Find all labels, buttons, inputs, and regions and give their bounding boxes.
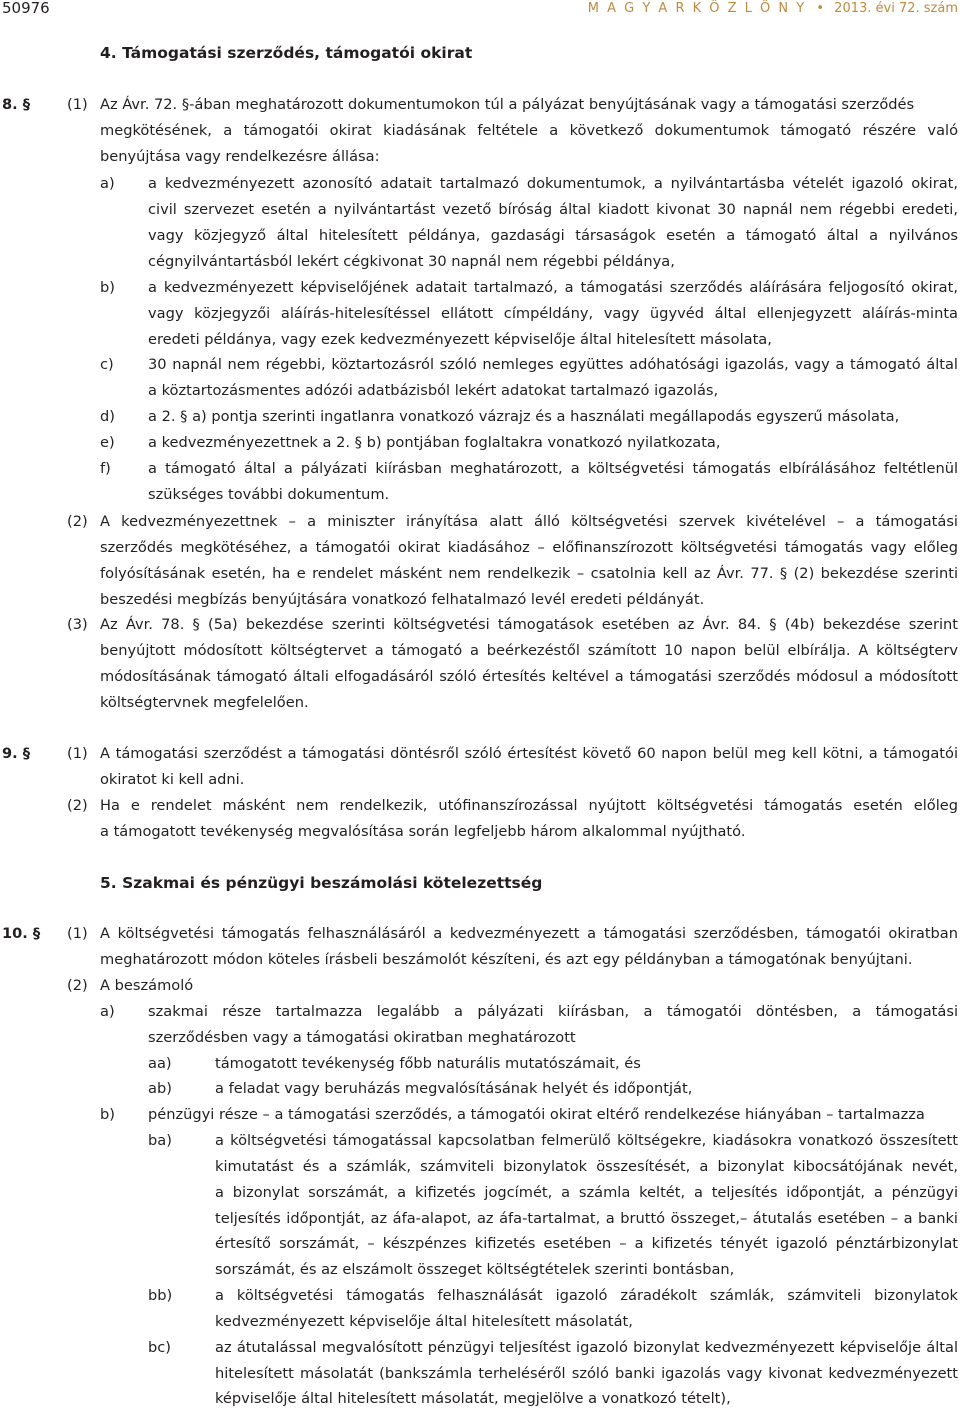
p10-1-line: meghatározott módon köteles írásbeli beszámolót készíteni, és azt egy példányban a támogatónak benyújtani. — [100, 951, 913, 968]
paragraph-10-number: 10. § — [2, 925, 41, 942]
p10-item-ba-line: értesítő sorszámát, – készpénzes kifizetés esetében – a kifizetés tényét igazoló pénztárbizonylat — [215, 1235, 958, 1252]
p8-2-line: folyósításának esetén, ha e rendelet másként nem rendelkezik – csatolnia kell az Ávr. 77. § (2) bekezdése szerinti — [100, 565, 958, 582]
running-header — [588, 0, 958, 18]
p10-item-ab-line: a feladat vagy beruházás megvalósításának helyét és időpontját, — [215, 1080, 693, 1097]
p8-3-line: módosításának támogató általi elfogadásáról szóló értesítés keltével a támogatási szerződés módosul a módosított — [100, 668, 958, 685]
p8-2-line: szerződés megkötéséhez, a támogatói okirat kiadásához – előfinanszírozott költségvetési támogatás vagy előleg — [100, 539, 958, 556]
p8-2-line: beszedési megbízás benyújtására vonatkozó felhatalmazó levél eredeti példányát. — [100, 591, 705, 608]
p10-1-line: A költségvetési támogatás felhasználásáról a kedvezményezett a támogatási szerződésben, támogatói okiratban — [100, 925, 958, 942]
p8-subsection-3-number: (3) — [67, 616, 88, 633]
p8-2-line: A kedvezményezettnek – a miniszter irányítása alatt álló költségvetési szervek kivételével – a támogatási — [100, 513, 958, 530]
p10-item-bc-line: hitelesített másolatát (bankszámla terheléséről szóló banki igazolás vagy kivonat kedvezményezett — [215, 1365, 958, 1382]
p8-3-line: benyújtott módosított költségtervet a támogató a beérkezéstől számított 10 napon belül elbírálja. A költségterv — [100, 642, 958, 659]
p10-item-a-line: szerződésben vagy a támogatási okiratban meghatározott — [148, 1029, 576, 1046]
p10-item-ba-label: ba) — [148, 1132, 172, 1149]
p10-item-bb-line: kedvezményezett képviselője által hitelesített másolatát, — [215, 1313, 633, 1330]
p10-item-b-line: pénzügyi része – a támogatási szerződés, a támogatói okirat eltérő rendelkezése hiányában – tartalmazza — [148, 1106, 925, 1123]
p8-subsection-2-number: (2) — [67, 513, 88, 530]
p8-item-c-line: 30 napnál nem régebbi, köztartozásról szóló nemleges együttes adóhatósági igazolás, vagy a támogató által — [148, 356, 958, 373]
p8-item-b-label: b) — [100, 279, 115, 296]
p10-item-bc-line: az átutalással megvalósított pénzügyi teljesítést igazoló bizonylat kedvezményezett képviselője által — [215, 1339, 958, 1356]
section-4-title: 4. Támogatási szerződés, támogatói okirat — [100, 44, 473, 62]
p9-1-line: okiratot ki kell adni. — [100, 771, 245, 788]
p8-item-f-label: f) — [100, 460, 111, 477]
p8-1-line: benyújtása vagy rendelkezésre állása: — [100, 148, 380, 165]
p10-item-b-label: b) — [100, 1106, 115, 1123]
paragraph-9-number: 9. § — [2, 745, 31, 762]
p10-item-ab-label: ab) — [148, 1080, 172, 1097]
header-bullet: • — [816, 1, 825, 16]
p8-item-a-label: a) — [100, 175, 115, 192]
section-5-title: 5. Szakmai és pénzügyi beszámolási kötelezettség — [100, 874, 543, 892]
p10-2-line: A beszámoló — [100, 977, 194, 994]
p10-item-aa-line: támogatott tevékenység főbb naturális mutatószámait, és — [215, 1055, 641, 1072]
p10-item-ba-line: sorszámát, és az elszámolt összeget költségtételek szerinti bontásban, — [215, 1261, 735, 1278]
p8-item-a-line: civil szervezet esetén a nyilvántartást vezető bíróság által kiadott kivonat 30 napnál nem régebbi eredeti, — [148, 201, 958, 218]
p10-subsection-1-number: (1) — [67, 925, 88, 942]
p10-item-a-label: a) — [100, 1003, 115, 1020]
journal-name: M A G Y A R K Ö Z L Ö N Y — [587, 1, 807, 16]
p9-1-line: A támogatási szerződést a támogatási döntésről szóló értesítést követő 60 napon belül meg kell kötni, a támogatói — [100, 745, 958, 762]
p8-item-f-line: a támogató által a pályázati kiírásban meghatározott, a költségvetési támogatás elbírálásához feltétlenül — [148, 460, 958, 477]
p10-item-bb-line: a költségvetési támogatás felhasználását igazoló záradékolt számlák, számviteli bizonylatok — [215, 1287, 958, 1304]
p8-item-d-line: a 2. § a) pontja szerinti ingatlanra vonatkozó vázrajz és a használati megállapodás egyszerű másolata, — [148, 408, 900, 425]
p8-3-line: Az Ávr. 78. § (5a) bekezdése szerinti költségvetési támogatások esetében az Ávr. 84. § (4b) bekezdése szerint — [100, 616, 958, 633]
p10-item-ba-line: a költségvetési támogatással kapcsolatban felmerülő költségekre, kiadásokra vonatkozó összesített — [215, 1132, 958, 1149]
p10-item-bc-line: képviselője által hitelesített másolatát, megjelölve a vonatkozó tételt), — [215, 1390, 731, 1407]
p9-subsection-1-number: (1) — [67, 745, 88, 762]
p8-3-line: költségtervnek megfelelően. — [100, 694, 309, 711]
p8-item-d-label: d) — [100, 408, 115, 425]
p10-item-ba-line: a bizonylat sorszámát, a kifizetés jogcímét, a számla keltét, a teljesítés időpontját, a pénzügyi — [215, 1184, 958, 1201]
p10-subsection-2-number: (2) — [67, 977, 88, 994]
p9-subsection-2-number: (2) — [67, 797, 88, 814]
p8-item-f-line: szükséges további dokumentum. — [148, 486, 390, 503]
p9-2-line: a támogatott tevékenység megvalósítása során legfeljebb három alkalommal nyújtható. — [100, 823, 746, 840]
p8-item-b-line: eredeti példánya, vagy ezek kedvezményezett képviselője által hitelesített másolata, — [148, 331, 772, 348]
p8-item-a-line: vagy közjegyző által hitelesített példánya, gazdasági társaságok esetén a támogató által a nyilvános — [148, 227, 958, 244]
p8-item-c-line: a köztartozásmentes adózói adatbázisból lekért adatokat tartalmazó igazolás, — [148, 382, 719, 399]
page-number: 50976 — [2, 0, 50, 17]
paragraph-8-number: 8. § — [2, 96, 31, 113]
p10-item-ba-line: kimutatást és a számlák, számviteli bizonylatok összesítését, a bizonylat kibocsátójának nevét, — [215, 1158, 958, 1175]
p8-item-a-line: a kedvezményezett azonosító adatait tartalmazó dokumentumok, a nyilvántartásba vételét igazoló okirat, — [148, 175, 958, 192]
p10-item-ba-line: teljesítés időpontját, az áfa-alapot, az áfa-tartalmat, a bruttó összeget,– átutalás esetében – a banki — [215, 1210, 958, 1227]
p8-item-e-line: a kedvezményezettnek a 2. § b) pontjában foglaltakra vonatkozó nyilatkozata, — [148, 434, 721, 451]
p8-1-line: Az Ávr. 72. §-ában meghatározott dokumentumokon túl a pályázat benyújtásának vagy a támogatási szerződés — [100, 96, 915, 113]
p10-item-bb-label: bb) — [148, 1287, 173, 1304]
p8-1-line: megkötésének, a támogatói okirat kiadásának feltétele a következő dokumentumok támogató részére való — [100, 122, 958, 139]
p8-item-a-line: cégnyilvántartásból lekért cégkivonat 30 napnál nem régebbi példánya, — [148, 253, 675, 270]
issue-label: 2013. évi 72. szám — [834, 1, 958, 16]
p8-item-c-label: c) — [100, 356, 114, 373]
p10-item-a-line: szakmai része tartalmazza legalább a pályázati kiírásban, a támogatói döntésben, a támogatási — [148, 1003, 958, 1020]
p8-item-e-label: e) — [100, 434, 115, 451]
p10-item-aa-label: aa) — [148, 1055, 172, 1072]
p10-item-bc-label: bc) — [148, 1339, 171, 1356]
p8-item-b-line: a kedvezményezett képviselőjének adatait tartalmazó, a támogatási szerződés aláírására feljogosító okirat, — [148, 279, 958, 296]
p8-item-b-line: vagy közjegyzői aláírás-hitelesítéssel ellátott címpéldány, vagy ügyvéd által ellenjegyzett aláírás-minta — [148, 305, 958, 322]
p9-2-line: Ha e rendelet másként nem rendelkezik, utófinanszírozással nyújtott költségvetési támogatás esetén előleg — [100, 797, 958, 814]
p8-subsection-1-number: (1) — [67, 96, 88, 113]
